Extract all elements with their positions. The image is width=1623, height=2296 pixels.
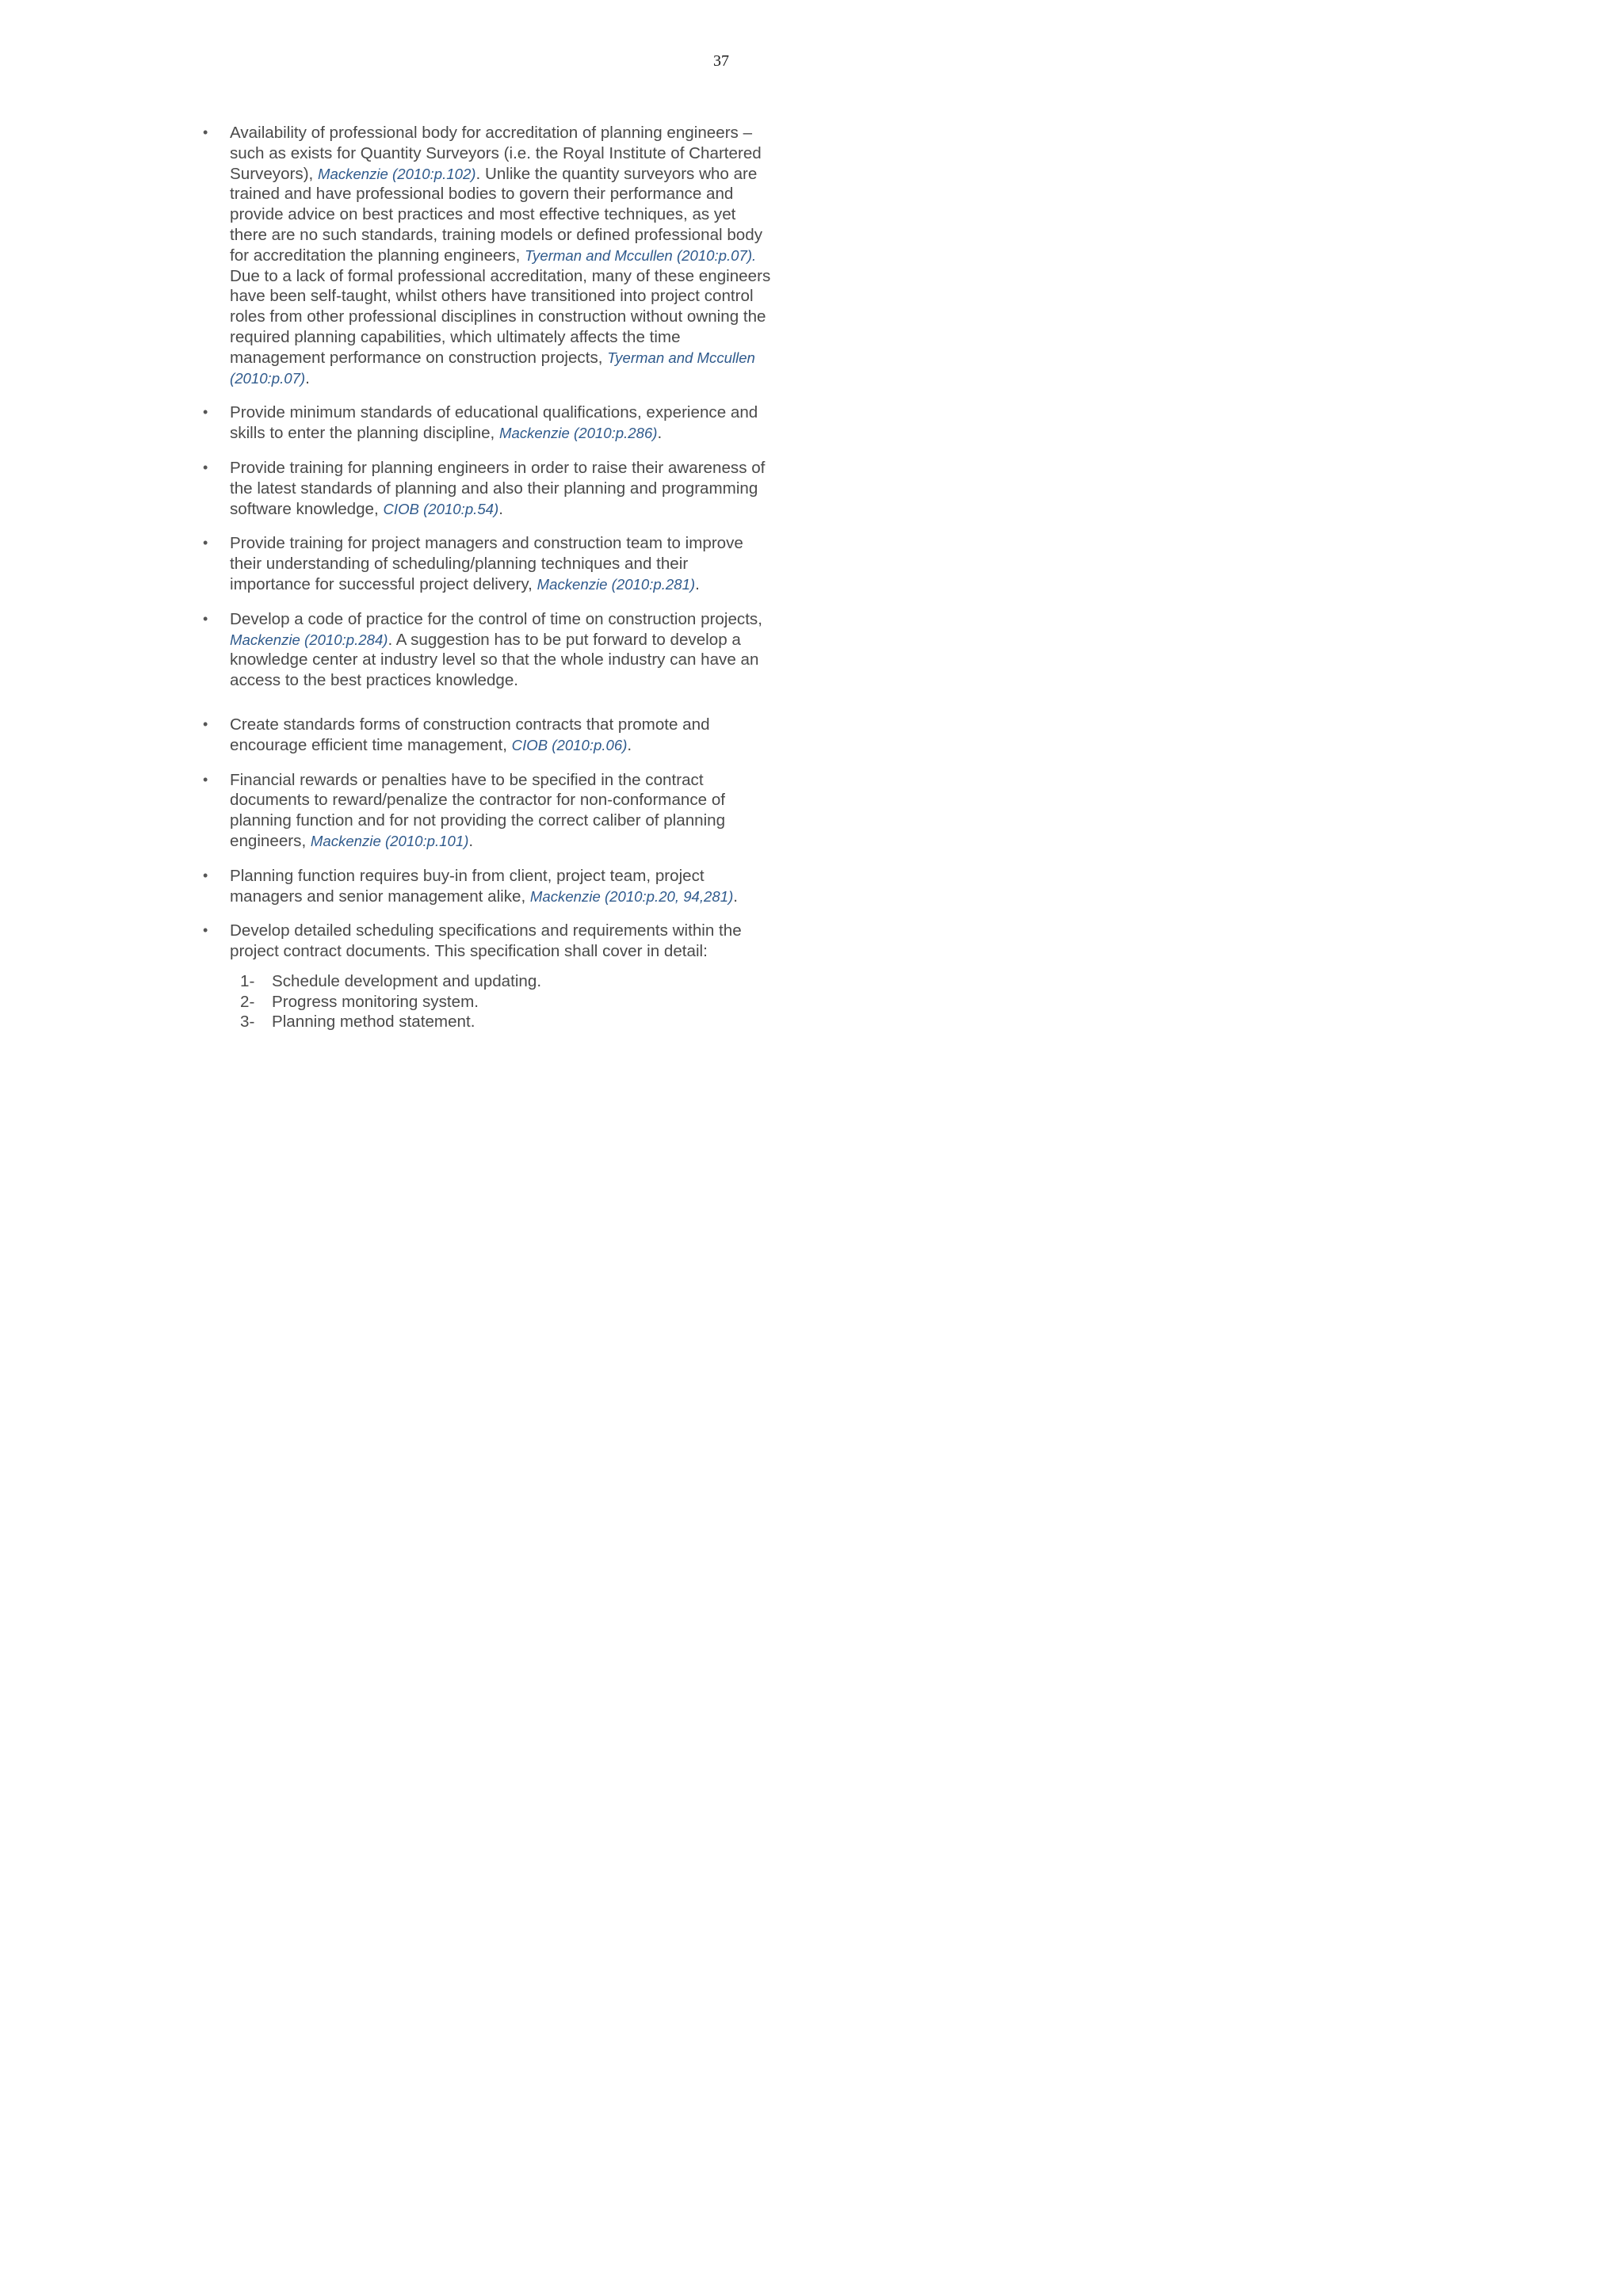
- bullet-icon: •: [203, 459, 208, 475]
- list-item: [201, 123, 772, 388]
- numbered-list: [230, 971, 772, 1032]
- citation: Mackenzie (2010:p.286): [499, 425, 658, 442]
- text-run: .: [657, 424, 663, 443]
- list-number: 1-: [240, 971, 255, 990]
- list-item: [201, 866, 772, 907]
- citation: Mackenzie (2010:p.101): [310, 832, 469, 849]
- numbered-list-item: [230, 992, 772, 1013]
- list-item: [201, 609, 772, 691]
- bullet-text: [230, 921, 742, 960]
- text-run: Provide training for project managers and construction team to improve their understanding of scheduling/planning techniques and their importance for successful project delivery,: [230, 534, 743, 593]
- list-item: [201, 770, 772, 852]
- bullet-text: [230, 771, 725, 850]
- bullet-icon: •: [203, 867, 208, 883]
- page-number: 37: [713, 52, 729, 70]
- bullet-text: [230, 124, 770, 387]
- text-run: Create standards forms of construction contracts that promote and encourage efficient time management,: [230, 715, 710, 754]
- text-run: Financial rewards or penalties have to be specified in the contract documents to reward/penalize the contractor for non-conformance of planning function and for not providing the correct caliber of planning engineers,: [230, 770, 726, 850]
- bullet-icon: •: [203, 715, 208, 732]
- citation: Mackenzie (2010:p.284): [230, 631, 388, 648]
- citation: CIOB (2010:p.54): [383, 500, 499, 517]
- list-number: 3-: [240, 1013, 255, 1032]
- text-run: Planning function requires buy-in from client, project team, project managers and senior management alike,: [230, 866, 705, 906]
- bullet-text: [230, 459, 765, 518]
- bullet-icon: •: [203, 404, 208, 421]
- list-item: [201, 921, 772, 1032]
- bullet-text: [230, 715, 710, 754]
- citation: Tyerman and Mccullen (2010:p.07).: [525, 246, 757, 264]
- text-run: .: [305, 368, 310, 387]
- text-run: Develop detailed scheduling specifications and requirements within the project contract documents. This specification shall cover in detail:: [230, 921, 742, 961]
- bullet-icon: •: [203, 771, 208, 788]
- citation: Mackenzie (2010:p.20, 94,281): [529, 887, 734, 905]
- bullet-text: [230, 610, 762, 689]
- list-item: [201, 458, 772, 519]
- text-run: Provide minimum standards of educational qualifications, experience and skills to enter the planning discipline,: [230, 403, 758, 443]
- text-run: .: [498, 499, 503, 518]
- text-run: . A suggestion has to be put forward to develop a knowledge center at industry level so that the whole industry can have an access to the best practices knowledge.: [230, 630, 759, 690]
- text-run: .: [695, 574, 700, 593]
- numbered-list-item: [230, 971, 772, 992]
- list-item: [201, 715, 772, 756]
- bullet-text: [230, 403, 758, 442]
- list-item-text: Schedule development and updating.: [272, 971, 542, 990]
- text-run: .: [468, 831, 474, 850]
- text-run: .: [627, 735, 632, 754]
- list-item-text: Progress monitoring system.: [272, 992, 479, 1011]
- text-run: . Unlike the quantity surveyors who are trained and have professional bodies to govern their performance and provide advice on best practices and most effective techniques, as yet there are no such standards, training models or defined professional body for accreditation the planning engineers,: [230, 164, 762, 265]
- numbered-list-item: [230, 1012, 772, 1032]
- bullet-text: [230, 534, 743, 593]
- list-item-text: Planning method statement.: [272, 1013, 475, 1032]
- list-item: [201, 533, 772, 594]
- bullet-icon: •: [203, 124, 208, 140]
- text-run: Develop a code of practice for the control of time on construction projects,: [230, 609, 762, 628]
- citation: Mackenzie (2010:p.102): [318, 165, 476, 182]
- text-run: Provide training for planning engineers in order to raise their awareness of the latest standards of planning and also their planning and programming software knowledge,: [230, 458, 766, 518]
- list-item: [201, 402, 772, 444]
- list-number: 2-: [240, 992, 255, 1011]
- text-run: Availability of professional body for accreditation of planning engineers – such as exists for Quantity Surveyors (i.e. the Royal Institute of Chartered Surveyors),: [230, 124, 762, 183]
- text-run: .: [733, 887, 739, 906]
- bullet-icon: •: [203, 610, 208, 627]
- citation: Tyerman and Mccullen (2010:p.07): [230, 349, 755, 387]
- text-run: Due to a lack of formal professional accreditation, many of these engineers have been self-taught, whilst others have transitioned into project control roles from other professional disciplines in construction without owning the required planning capabilities, which ultimately affects the time management performance on construction projects,: [230, 266, 771, 367]
- bullet-list: [201, 123, 772, 1047]
- bullet-text: [230, 867, 738, 906]
- bullet-icon: •: [203, 922, 208, 939]
- citation: CIOB (2010:p.06): [511, 736, 628, 753]
- citation: Mackenzie (2010:p.281): [537, 575, 696, 593]
- bullet-icon: •: [203, 535, 208, 551]
